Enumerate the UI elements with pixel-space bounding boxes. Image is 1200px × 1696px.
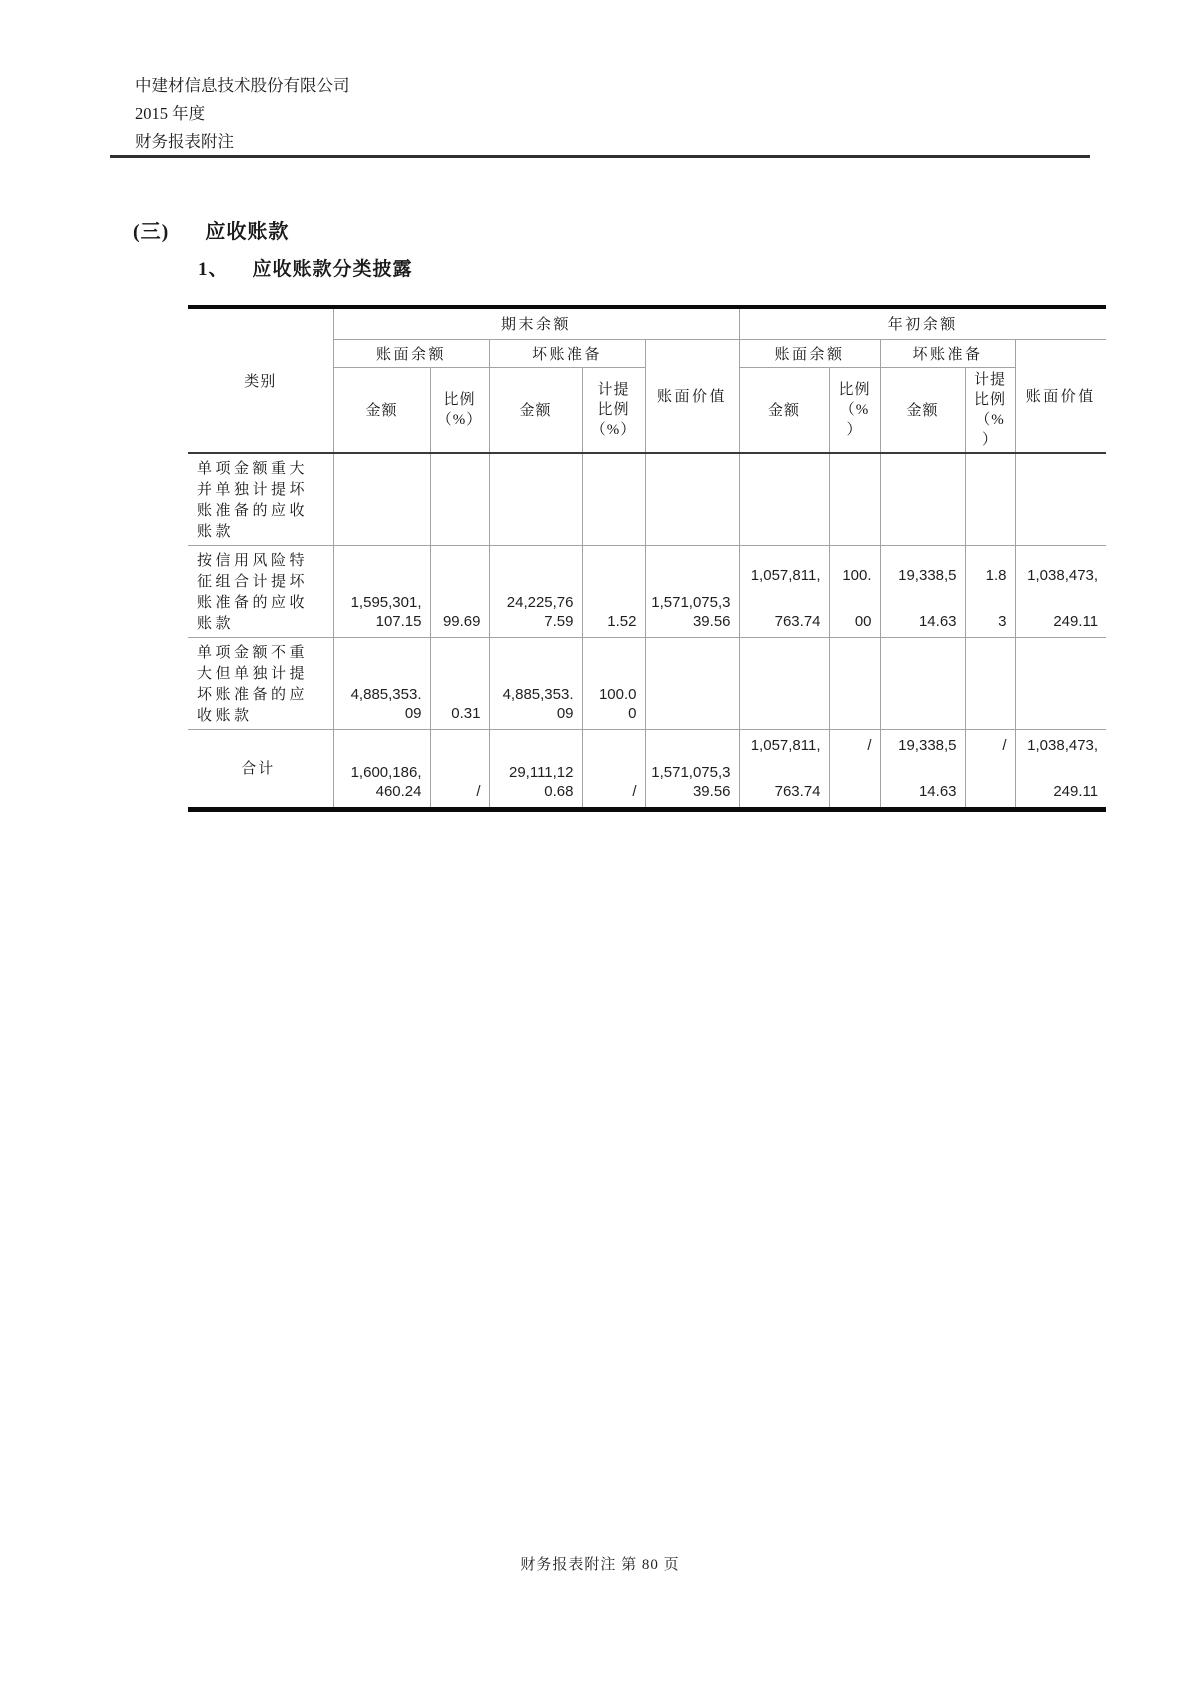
col-header-period-end: 期末余额: [333, 307, 739, 339]
report-year: 2015 年度: [135, 104, 206, 123]
table-row: [188, 637, 1106, 729]
value-cell: 1,057,811, 763.74: [739, 545, 829, 637]
col-header-period-begin: 年初余额: [739, 307, 1106, 339]
subsection-title: 应收账款分类披露: [252, 259, 413, 280]
row-label: 单项金额不重 大但单独计提 坏账准备的应 收账款: [188, 637, 333, 729]
value-cell: [739, 453, 829, 546]
value-cell: [739, 637, 829, 729]
value-cell: 1.8 3: [965, 545, 1015, 637]
value-cell: 19,338,5 14.63: [880, 729, 965, 809]
subsection-heading: [198, 254, 413, 281]
value-cell: [1015, 453, 1106, 546]
value-cell: [489, 453, 582, 546]
col-header-provision-ratio-end: 计提 比例 （%）: [582, 367, 645, 453]
value-cell: 100. 00: [829, 545, 880, 637]
value-cell: 99.69: [430, 545, 489, 637]
row-label: 合计: [188, 729, 333, 809]
value-cell: [880, 637, 965, 729]
col-header-amount-begin-balance: 金额: [739, 367, 829, 453]
value-cell: 1,038,473, 249.11: [1015, 729, 1106, 809]
col-header-book-value-begin: 账面价值: [1015, 339, 1106, 453]
col-header-book-balance-begin: 账面余额: [739, 339, 880, 367]
value-cell: 19,338,5 14.63: [880, 545, 965, 637]
col-header-amount-begin-baddebt: 金额: [880, 367, 965, 453]
value-cell: /: [965, 729, 1015, 809]
col-header-bad-debt-end: 坏账准备: [489, 339, 645, 367]
value-cell: [430, 453, 489, 546]
value-cell: 1,057,811, 763.74: [739, 729, 829, 809]
table-row: [188, 545, 1106, 637]
value-cell: 0.31: [430, 637, 489, 729]
page-footer: 财务报表附注 第 80 页: [520, 1557, 680, 1573]
section-title: 应收账款: [205, 221, 290, 243]
value-cell: 100.0 0: [582, 637, 645, 729]
company-name: 中建材信息技术股份有限公司: [135, 76, 350, 95]
value-cell: [1015, 637, 1106, 729]
col-header-ratio-begin: 比例 （% ）: [829, 367, 880, 453]
section-index: (三): [133, 221, 170, 243]
value-cell: [965, 637, 1015, 729]
value-cell: [645, 637, 739, 729]
value-cell: 1,571,075,3 39.56: [645, 545, 739, 637]
value-cell: [829, 637, 880, 729]
col-header-ratio-end: 比例 （%）: [430, 367, 489, 453]
value-cell: [582, 453, 645, 546]
col-header-book-value-end: 账面价值: [645, 339, 739, 453]
header-row-groups: [188, 307, 1106, 339]
value-cell: 4,885,353. 09: [333, 637, 430, 729]
table-wrap: [188, 305, 1106, 812]
col-header-amount-end-balance: 金额: [333, 367, 430, 453]
receivables-classification-table: [188, 305, 1106, 812]
subsection-index: 1、: [198, 259, 229, 280]
value-cell: 29,111,12 0.68: [489, 729, 582, 809]
value-cell: 1.52: [582, 545, 645, 637]
value-cell: /: [430, 729, 489, 809]
header-rule: [110, 155, 1090, 158]
value-cell: /: [829, 729, 880, 809]
value-cell: 1,595,301, 107.15: [333, 545, 430, 637]
table-row: [188, 453, 1106, 546]
value-cell: /: [582, 729, 645, 809]
value-cell: 1,600,186, 460.24: [333, 729, 430, 809]
row-label: 单项金额重大 并单独计提坏 账准备的应收 账款: [188, 453, 333, 546]
value-cell: [645, 453, 739, 546]
report-type: 财务报表附注: [135, 132, 234, 151]
col-header-bad-debt-begin: 坏账准备: [880, 339, 1015, 367]
value-cell: [829, 453, 880, 546]
value-cell: [880, 453, 965, 546]
table-row: [188, 729, 1106, 809]
value-cell: 24,225,76 7.59: [489, 545, 582, 637]
value-cell: 4,885,353. 09: [489, 637, 582, 729]
row-label: 按信用风险特 征组合计提坏 账准备的应收 账款: [188, 545, 333, 637]
section-heading: [133, 215, 289, 244]
value-cell: [965, 453, 1015, 546]
col-header-book-balance-end: 账面余额: [333, 339, 489, 367]
value-cell: 1,571,075,3 39.56: [645, 729, 739, 809]
col-header-category: 类别: [188, 307, 333, 453]
col-header-provision-ratio-begin: 计提 比例 （% ）: [965, 367, 1015, 453]
col-header-amount-end-baddebt: 金额: [489, 367, 582, 453]
value-cell: [333, 453, 430, 546]
value-cell: 1,038,473, 249.11: [1015, 545, 1106, 637]
document-header: [135, 72, 350, 156]
